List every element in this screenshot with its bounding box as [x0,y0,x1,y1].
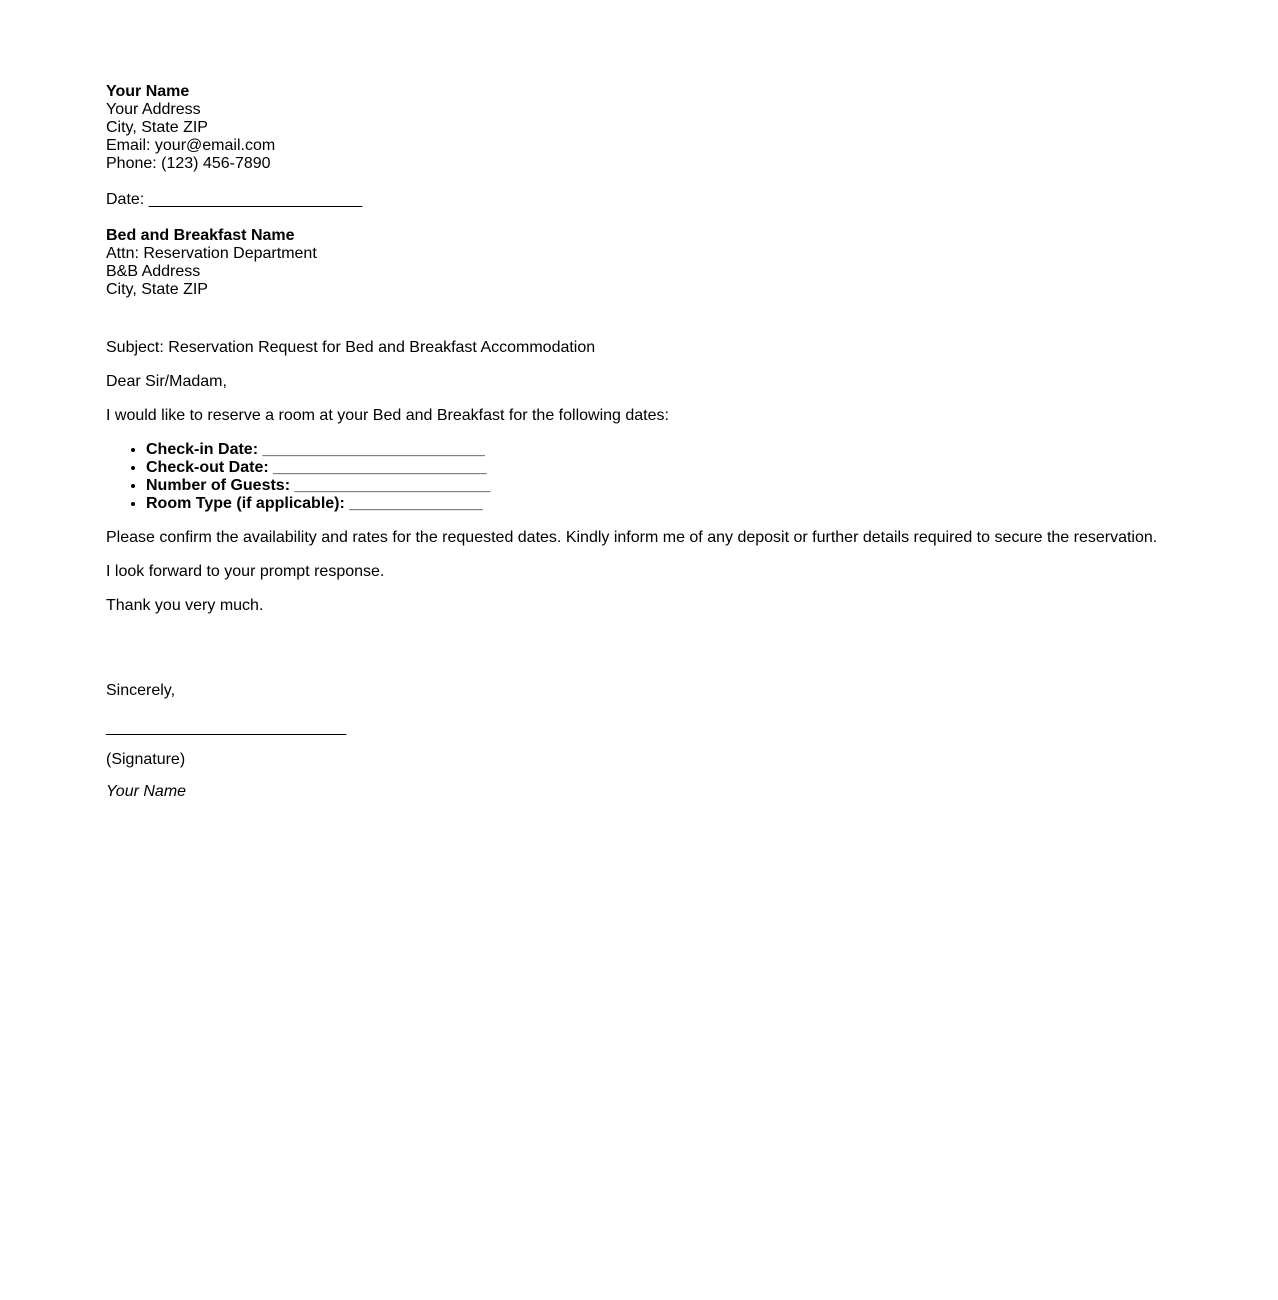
checkin-blank: _________________________ [262,441,485,458]
detail-guests: • Number of Guests: ______________________ [146,477,1256,495]
sender-name: Your Name [106,83,190,100]
recipient-city: City, State ZIP [106,281,208,298]
signature-line: ___________________________ [106,719,347,736]
subject-line: Subject: Reservation Request for Bed and Breakfast Accommodation [106,339,596,356]
sender-email: Email: your@email.com [106,137,276,154]
recipient-name: Bed and Breakfast Name [106,227,295,244]
guests-blank: ______________________ [294,477,491,494]
closing: Sincerely, [106,682,176,699]
recipient-address: B&B Address [106,263,201,280]
signature-label: (Signature) [106,751,186,768]
recipient-block [106,227,1256,299]
sender-city: City, State ZIP [106,119,208,136]
body-paragraph: Thank you very much. [106,597,264,614]
sender-block [106,83,1256,173]
letter [106,83,1256,801]
recipient-attn: Attn: Reservation Department [106,245,317,262]
detail-checkin: • Check-in Date: _________________________ [146,441,1256,459]
intro-paragraph: I would like to reserve a room at your Bed and Breakfast for the following dates: [106,407,669,424]
sender-phone: Phone: (123) 456-7890 [106,155,271,172]
reservation-details-list [106,441,1256,513]
sender-address: Your Address [106,101,201,118]
signature-name: Your Name [106,783,187,800]
date-line: Date: ________________________ [106,191,363,208]
body-paragraph: Please confirm the availability and rates for the requested dates. Kindly inform me of any deposit or further details required to secure the reservation. [106,529,1158,546]
room-type-blank: _______________ [349,495,483,512]
salutation: Dear Sir/Madam, [106,373,227,390]
detail-room-type: • Room Type (if applicable): _______________ [146,495,1256,513]
checkout-blank: ________________________ [273,459,487,476]
body-paragraph: I look forward to your prompt response. [106,563,385,580]
detail-checkout: • Check-out Date: ________________________ [146,459,1256,477]
